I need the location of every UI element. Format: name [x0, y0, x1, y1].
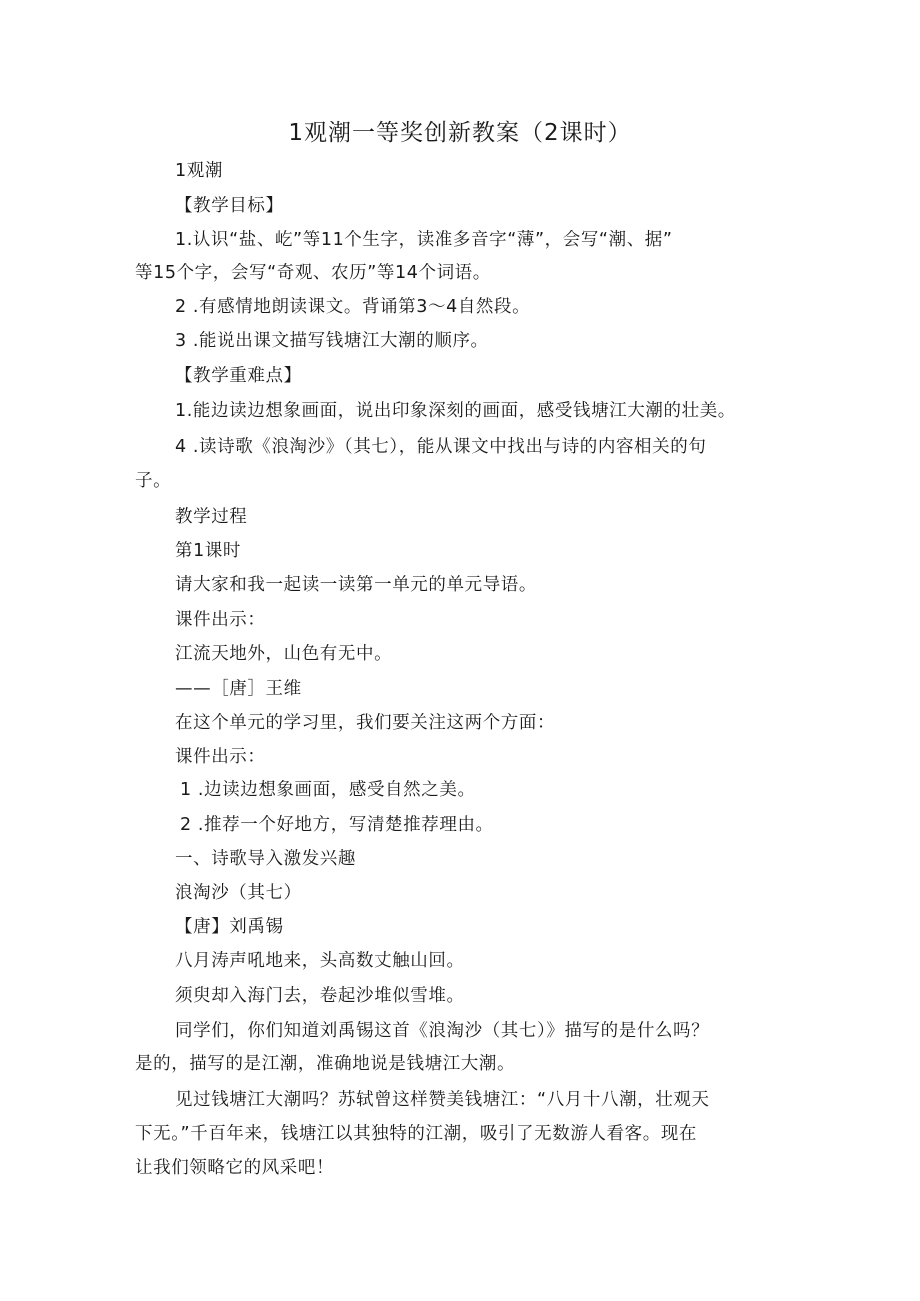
key-point-1: 1.能边读边想象画面，说出印象深刻的画面，感受钱塘江大潮的壮美。: [175, 401, 736, 421]
text-line: 让我们领略它的风采吧！: [135, 1158, 335, 1178]
text-line: 见过钱塘江大潮吗？苏轼曾这样赞美钱塘江：“八月十八潮，壮观天: [175, 1090, 710, 1110]
section-heading-goals: 【教学目标】: [175, 196, 284, 216]
text-line: 请大家和我一起读一读第一单元的单元导语。: [175, 575, 537, 595]
poem-line: 江流天地外，山色有无中。: [175, 644, 393, 664]
section-heading-intro: 一、诗歌导入激发兴趣: [175, 849, 356, 869]
text-line: 同学们，你们知道刘禹锡这首《浪淘沙（其七）》描写的是什么吗？: [175, 1021, 710, 1041]
goal-1-line-2: 等15个字，会写“奇观、农历”等14个词语。: [135, 263, 491, 283]
list-item-2: 2 .推荐一个好地方，写清楚推荐理由。: [180, 815, 494, 835]
list-item-1: 1 .边读边想象画面，感受自然之美。: [180, 780, 476, 800]
lesson-1-heading: 第1课时: [175, 541, 242, 561]
poem-author: ——［唐］王维: [175, 679, 302, 699]
text-line: 在这个单元的学习里，我们要关注这两个方面：: [175, 713, 556, 733]
text-line: 课件出示：: [175, 747, 266, 767]
goal-1-line-1: 1.认识“盐、屹”等11个生字，读准多音字“薄”，会写“潮、据”: [175, 230, 673, 250]
text-line: 课件出示：: [175, 610, 266, 630]
goal-3: 3 .能说出课文描写钱塘江大潮的顺序。: [175, 331, 489, 351]
poem-line: 须臾却入海门去，卷起沙堆似雪堆。: [175, 986, 465, 1006]
poem-title: 浪淘沙（其七）: [175, 883, 302, 903]
poem-author: 【唐】刘禹锡: [175, 917, 284, 937]
text-line: 是的，描写的是江潮，准确地说是钱塘江大潮。: [135, 1054, 516, 1074]
document-title: 1观潮一等奖创新教案（2课时）: [288, 120, 632, 146]
key-point-2-line-2: 子。: [135, 471, 172, 491]
section-heading-process: 教学过程: [175, 507, 248, 527]
section-heading-key-points: 【教学重难点】: [175, 366, 302, 386]
text-line: 下无。”千百年来，钱塘江以其独特的江潮，吸引了无数游人看客。现在: [135, 1124, 698, 1144]
goal-2: 2 .有感情地朗读课文。背诵第3〜4自然段。: [175, 297, 531, 317]
key-point-2-line-1: 4 .读诗歌《浪淘沙》（其七），能从课文中找出与诗的内容相关的句: [175, 437, 707, 457]
poem-line: 八月涛声吼地来，头高数丈触山回。: [175, 951, 465, 971]
lesson-name: 1观潮: [175, 161, 223, 181]
